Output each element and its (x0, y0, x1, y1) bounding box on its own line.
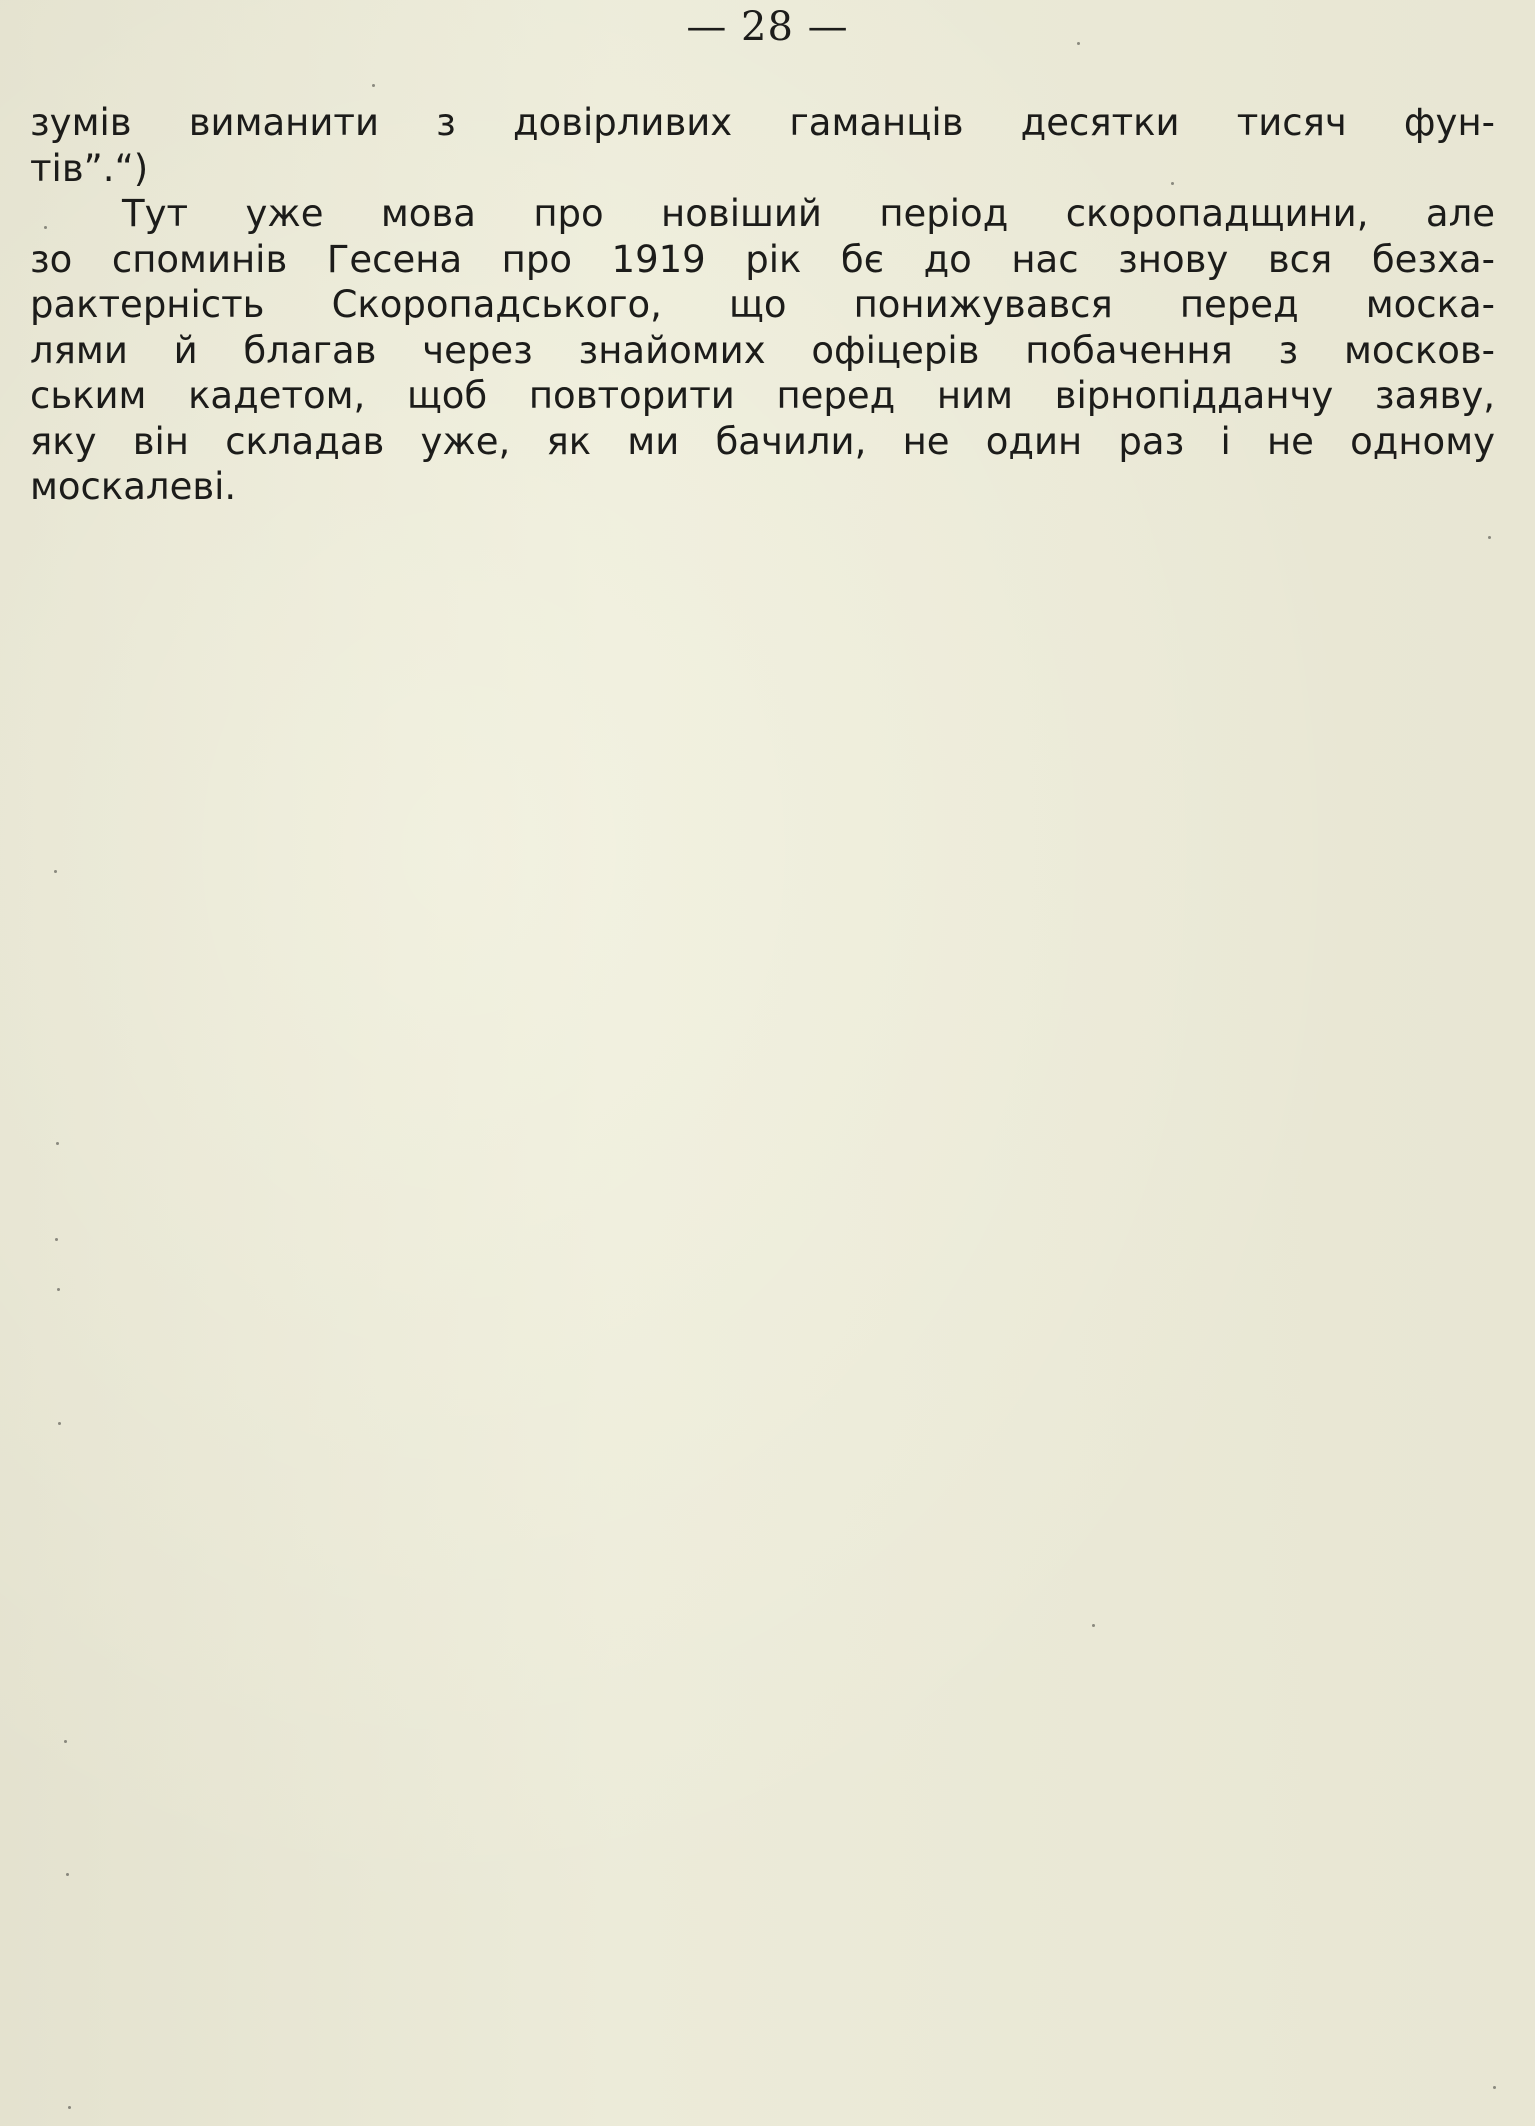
text-line: зумів виманити з довірливих гаманців десятки тисяч фун- (30, 101, 1495, 144)
text-line: рактерність Скоропадського, що понижувався перед моска- (30, 283, 1495, 326)
speck (1488, 536, 1491, 539)
speck (1171, 182, 1174, 185)
speck (66, 1873, 69, 1876)
text-line: москалеві. (30, 465, 237, 508)
speck (1493, 2086, 1496, 2089)
speck (56, 1142, 59, 1145)
text-line: Тут уже мова про новіший період скоропадщини, але (122, 192, 1495, 235)
speck (58, 1422, 61, 1425)
body-text (30, 100, 1495, 510)
speck (68, 2106, 71, 2109)
text-line: тів”.“) (30, 146, 149, 190)
page-number: — 28 — (686, 4, 849, 50)
speck (372, 84, 375, 87)
speck (1092, 1624, 1095, 1627)
speck (1077, 42, 1080, 45)
speck (64, 1740, 67, 1743)
speck (54, 870, 57, 873)
text-line: яку він складав уже, як ми бачили, не один раз і не одному (30, 419, 1495, 463)
text-line: зо споминів Гесена про 1919 рік бє до нас знову вся безха- (30, 237, 1495, 281)
text-line: лями й благав через знайомих офіцерів побачення з москов- (30, 328, 1495, 372)
speck (44, 226, 47, 229)
text-line: ським кадетом, щоб повторити перед ним вірнопідданчу заяву, (30, 374, 1495, 417)
speck (55, 1238, 58, 1241)
speck (57, 1288, 60, 1291)
